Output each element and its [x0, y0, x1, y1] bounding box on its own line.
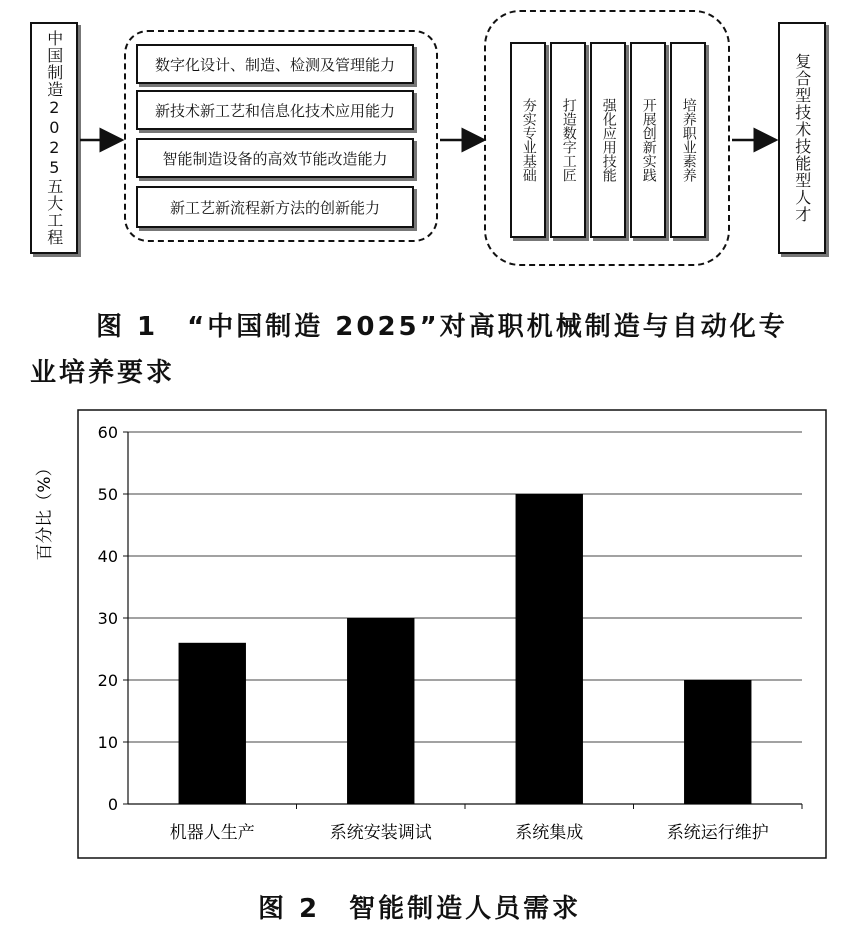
x-tick-label-1: 机器人生产: [169, 823, 255, 843]
y-tick-label-0: 0: [107, 795, 118, 814]
pillar-3: 强化应用技能: [590, 42, 626, 238]
pillar-1: 夯实专业基础: [510, 42, 546, 238]
left-box-five-projects: 中国制造2025五大工程: [30, 22, 78, 254]
bar-4: [684, 680, 751, 804]
figure2-caption: 图 2 智能制造人员需求: [258, 894, 582, 924]
capability-4: 新工艺新流程新方法的创新能力: [136, 186, 414, 228]
y-tick-label-30: 30: [97, 609, 118, 628]
bar-2: [347, 618, 414, 804]
pillar-4: 开展创新实践: [630, 42, 666, 238]
pillar-2: 打造数字工匠: [550, 42, 586, 238]
y-axis-label: 百分比（%）: [35, 459, 55, 561]
capability-2: 新技术新工艺和信息化技术应用能力: [136, 90, 414, 130]
figure1-caption-line1: 图 1 “中国制造 2025”对高职机械制造与自动化专: [96, 312, 788, 342]
capability-3: 智能制造设备的高效节能改造能力: [136, 138, 414, 178]
y-tick-label-60: 60: [97, 423, 118, 442]
bar-3: [516, 494, 583, 804]
pillar-5: 培养职业素养: [670, 42, 706, 238]
figure1-caption-line2: 业培养要求: [30, 358, 176, 388]
x-tick-label-4: 系统运行维护: [666, 823, 769, 843]
y-tick-label-50: 50: [97, 485, 118, 504]
capability-1: 数字化设计、制造、检测及管理能力: [136, 44, 414, 84]
right-box-talent: 复合型技术技能型人才: [778, 22, 826, 254]
y-tick-label-10: 10: [97, 733, 118, 752]
bar-1: [179, 643, 246, 804]
y-tick-label-40: 40: [97, 547, 118, 566]
y-tick-label-20: 20: [97, 671, 118, 690]
x-tick-label-3: 系统集成: [515, 823, 584, 843]
x-tick-label-2: 系统安装调试: [329, 823, 432, 843]
